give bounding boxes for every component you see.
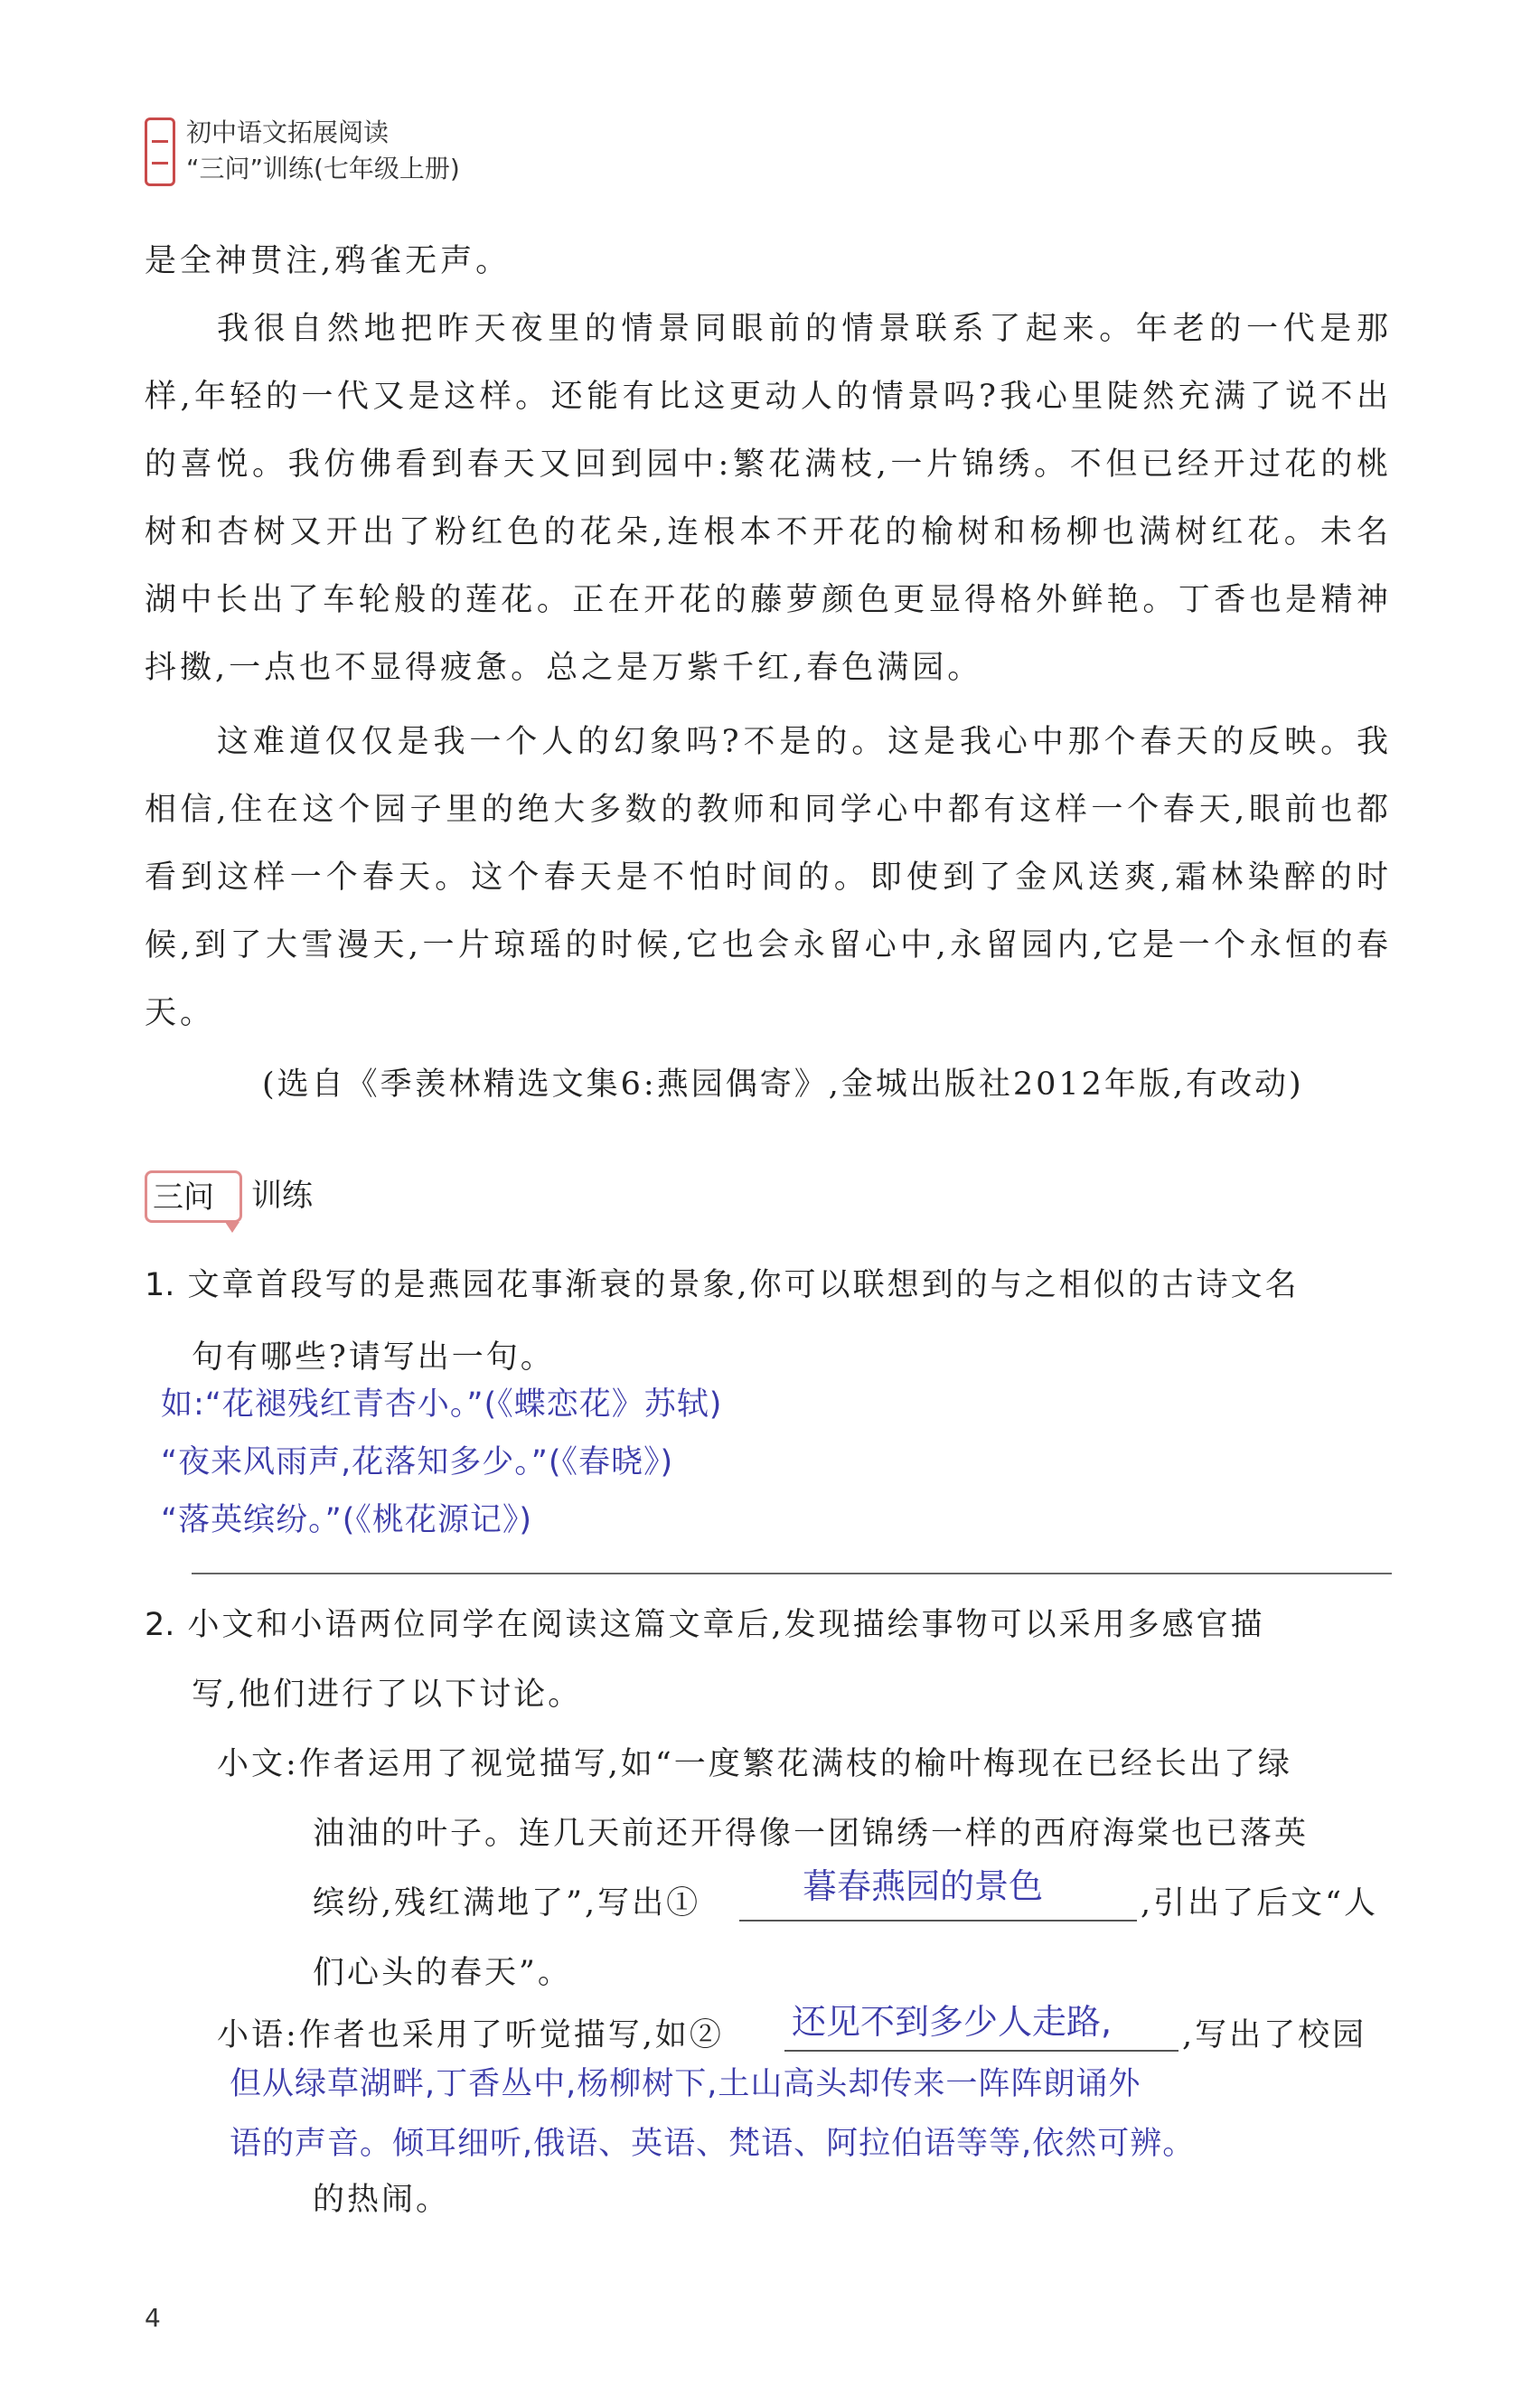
book-title: “三问”训练(七年级上册) bbox=[186, 154, 460, 183]
blank-2-line bbox=[784, 2050, 1178, 2052]
section-heading bbox=[145, 1161, 596, 1243]
blank-1-line bbox=[739, 1920, 1137, 1921]
article-paragraph-1: 是全神贯注,鸦雀无声。 bbox=[145, 243, 512, 279]
xiaowen-line-3b: ,引出了后文“人 bbox=[1141, 1885, 1379, 1921]
article-source-citation: (选自《季羡林精选文集6:燕园偶寄》,金城出版社2012年版,有改动) bbox=[262, 1066, 1304, 1103]
handwritten-answer-3: “落英缤纷。”(《桃花源记》) bbox=[161, 1502, 533, 1538]
handwritten-answer-5: 语的声音。倾耳细听,俄语、英语、梵语、阿拉伯语等等,依然可辨。 bbox=[230, 2126, 1196, 2162]
xiaowen-line-2: 油油的叶子。连几天前还开得像一团锦绣一样的西府海棠也已落英 bbox=[313, 1816, 1310, 1852]
question-1-line-1 bbox=[145, 1258, 1300, 1312]
xiaoyu-line-1a: 小语:作者也采用了听觉描写,如② bbox=[217, 2017, 724, 2053]
xiaowen-line-4: 们心头的春天”。 bbox=[313, 1955, 572, 1991]
blank-2-answer: 还见不到多少人走路, bbox=[792, 2002, 1113, 2042]
blank-1-answer: 暮春燕园的景色 bbox=[803, 1866, 1044, 1906]
article-paragraph-2: 我很自然地把昨天夜里的情景同眼前的情景联系了起来。年老的一代是那样,年轻的一代又是这样。还能有比这更动人的情景吗?我心里陡然充满了说不出的喜悦。我仿佛看到春天又回到园中:繁花满枝,一片锦绣。不但已经开过花的桃树和杏树又开出了粉红色的花朵,连根本不开花的榆树和杨柳也满树红花。未名湖中长出了车轮般的莲花。正在开花的藤萝颜色更显得格外鲜艳。丁香也是精神抖擞,一点也不显得疲惫。总之是万紫千红,春色满园。 bbox=[145, 311, 1392, 686]
seal-logo-icon bbox=[145, 117, 175, 186]
page-header bbox=[145, 110, 687, 192]
book-series-title: 初中语文拓展阅读 bbox=[186, 117, 390, 147]
article-paragraph-3: 这难道仅仅是我一个人的幻象吗?不是的。这是我心中那个春天的反映。我相信,住在这个园子里的绝大多数的教师和同学心中都有这样一个春天,眼前也都看到这样一个春天。这个春天是不怕时间的。即使到了金风送爽,霜林染醉的时候,到了大雪漫天,一片琼瑶的时候,它也会永留心中,永留园内,它是一个永恒的春天。 bbox=[145, 724, 1392, 1031]
xiaoyu-line-end: 的热闹。 bbox=[313, 2182, 451, 2218]
handwritten-answer-1: 如:“花褪残红青杏小。”(《蝶恋花》苏轼) bbox=[161, 1386, 723, 1423]
section-badge-text: 三问 bbox=[153, 1179, 214, 1216]
handwritten-answer-2: “夜来风雨声,花落知多少。”(《春晓》) bbox=[161, 1444, 674, 1480]
question-2-line-2: 写,他们进行了以下讨论。 bbox=[192, 1677, 583, 1713]
question-1-number: 1. bbox=[145, 1267, 175, 1303]
xiaoyu-line-1b: ,写出了校园 bbox=[1182, 2017, 1367, 2053]
xiaowen-line-1: 小文:作者运用了视觉描写,如“一度繁花满枝的榆叶梅现在已经长出了绿 bbox=[217, 1746, 1292, 1782]
section-title: 训练 bbox=[251, 1178, 313, 1214]
question-1-text: 文章首段写的是燕园花事渐衰的景象,你可以联想到的与之相似的古诗文名 bbox=[187, 1267, 1300, 1303]
question-2-text: 小文和小语两位同学在阅读这篇文章后,发现描绘事物可以采用多感官描 bbox=[187, 1607, 1265, 1643]
xiaowen-line-3a: 缤纷,残红满地了”,写出① bbox=[313, 1885, 701, 1921]
question-2-line-1 bbox=[145, 1598, 1265, 1652]
page-number: 4 bbox=[145, 2303, 161, 2333]
handwritten-answer-4: 但从绿草湖畔,丁香丛中,杨柳树下,土山高头却传来一阵阵朗诵外 bbox=[230, 2066, 1141, 2102]
question-1-line-2: 句有哪些?请写出一句。 bbox=[192, 1339, 555, 1376]
speech-bubble-badge bbox=[145, 1170, 242, 1223]
answer-line bbox=[192, 1573, 1392, 1574]
question-2-number: 2. bbox=[145, 1607, 175, 1643]
